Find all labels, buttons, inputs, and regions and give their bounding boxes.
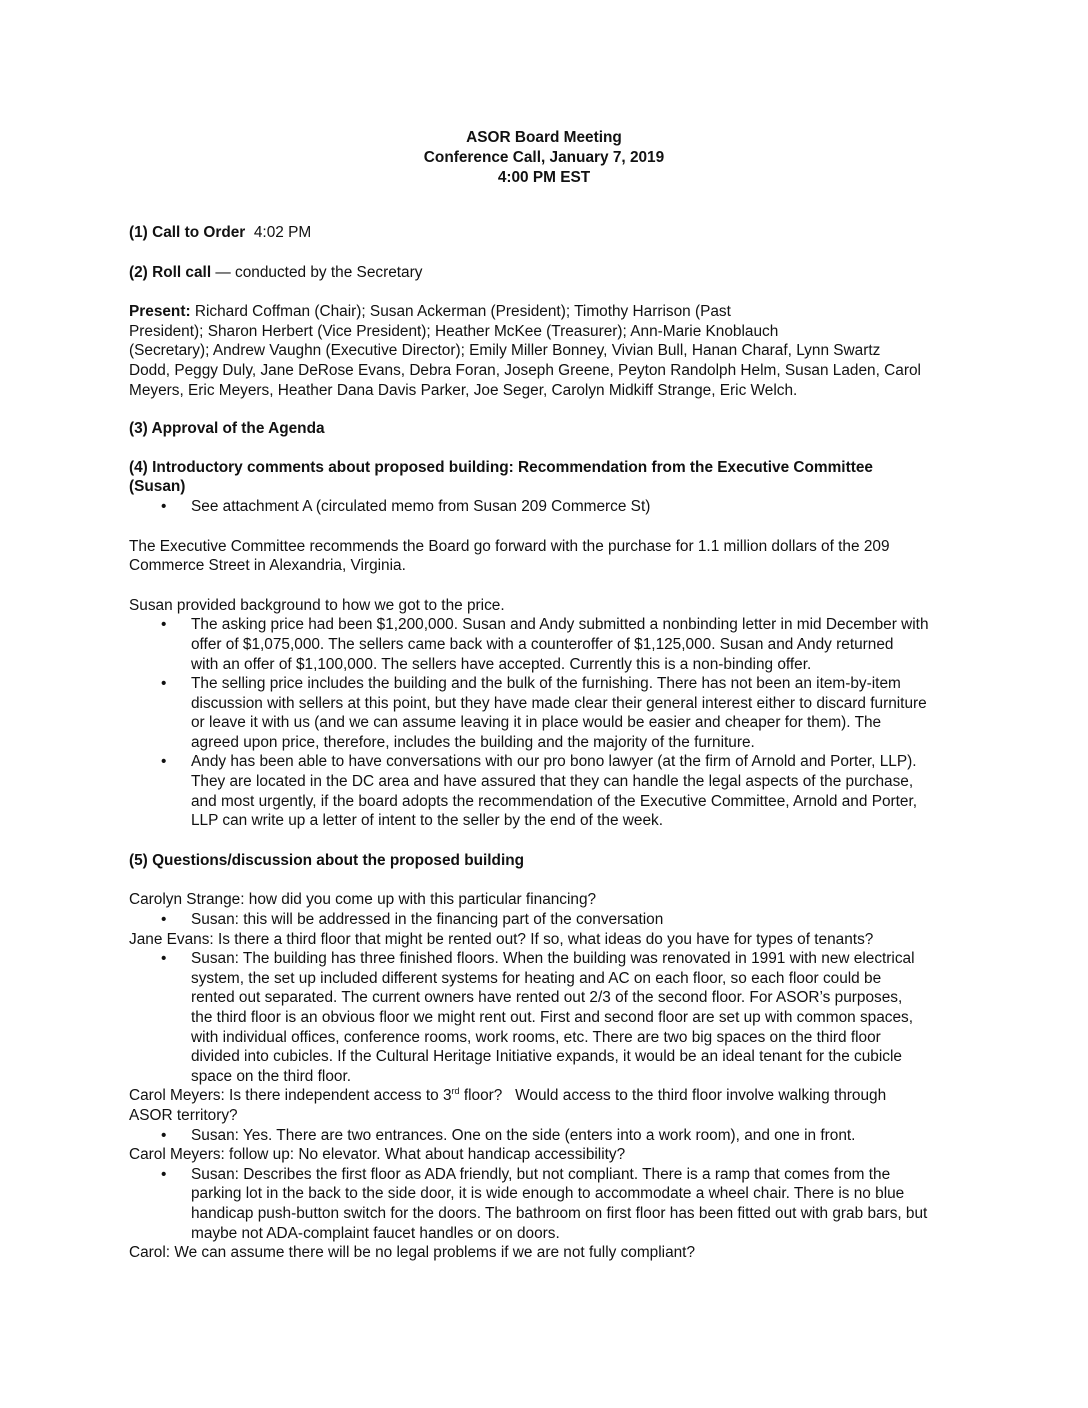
bullet-line: maybe not ADA-complaint faucet handles or on doors. xyxy=(191,1224,560,1242)
answer-item xyxy=(129,949,969,1086)
roll-call xyxy=(129,263,969,283)
question-evans: Jane Evans: Is there a third floor that might be rented out? If so, what ideas do you have for types of tenants? xyxy=(129,930,874,948)
answer-item xyxy=(129,1165,969,1243)
bullet-line: and most urgently, if the board adopts the recommendation of the Executive Committee, Arnold and Porter, xyxy=(191,792,918,810)
section4-heading-line: (Susan) xyxy=(129,478,186,496)
bullet-line: • Andy has been able to have conversations with our pro bono lawyer (at the firm of Arnold and Porter, LLP). xyxy=(191,753,917,771)
recommendation-line: The Executive Committee recommends the Board go forward with the purchase for 1.1 million dollars of the 209 xyxy=(129,537,890,555)
bullet-line: offer of $1,075,000. The sellers came back with a counteroffer of $1,125,000. Susan and Andy returned xyxy=(191,635,894,653)
bullet-line: discussion with sellers at this point, but they have made clear their general interest either to discard furniture xyxy=(191,694,927,712)
background-list xyxy=(129,615,969,831)
call-to-order-time: 4:02 PM xyxy=(245,224,312,241)
bullet-line: divided into cubicles. If the Cultural Heritage Initiative expands, it would be an ideal tenant for the cubicle xyxy=(191,1048,902,1066)
answer-list xyxy=(129,949,969,1086)
present-line: Dodd, Peggy Duly, Jane DeRose Evans, Debra Foran, Joseph Greene, Peyton Randolph Helm, Susan Laden, Carol xyxy=(129,361,921,379)
meeting-time: 4:00 PM EST xyxy=(497,169,591,186)
question-meyers-access xyxy=(129,1086,969,1125)
bullet-line: • The asking price had been $1,200,000. Susan and Andy submitted a nonbinding letter in mid December with xyxy=(191,616,929,634)
bullet-line: with an offer of $1,100,000. The sellers have accepted. Currently this is a non-binding offer. xyxy=(191,655,812,673)
bullet-line: or leave it with us (and we can assume leaving it in place would be easier and cheaper for them). The xyxy=(191,714,882,732)
answer-list xyxy=(129,910,969,930)
question-text: ASOR territory? xyxy=(129,1106,238,1124)
answer-item: • Susan: this will be addressed in the financing part of the conversation xyxy=(129,910,969,930)
answer-list xyxy=(129,1165,969,1243)
meeting-title-block xyxy=(0,128,1088,188)
bullet-line: handicap push-button switch for the doors. The bathroom on first floor has been fitted out with grab bars, but xyxy=(191,1204,928,1222)
section4-heading-line: (4) Introductory comments about proposed building: Recommendation from the Executive Committee xyxy=(129,458,873,476)
background-intro: Susan provided background to how we got to the price. xyxy=(129,596,505,614)
present-line: Richard Coffman (Chair); Susan Ackerman (President); Timothy Harrison (Past xyxy=(190,303,731,321)
bullet-line: rented out separated. The current owners have rented out 2/3 of the second floor. For ASOR’s purposes, xyxy=(191,989,903,1007)
present-label: Present: xyxy=(129,303,191,321)
meeting-subtitle: Conference Call, January 7, 2019 xyxy=(423,149,665,166)
background-item-price xyxy=(129,615,969,674)
bullet-line: • Susan: Describes the first floor as ADA friendly, but not compliant. There is a ramp that comes from the xyxy=(191,1165,891,1183)
answer-list xyxy=(129,1126,969,1146)
question-text: Carol Meyers: Is there independent access to 3 xyxy=(129,1087,452,1105)
bullet-line: • Susan: The building has three finished floors. When the building was renovated in 1991 with new electrical xyxy=(191,950,915,968)
bullet-line: They are located in the DC area and have assured that they can handle the legal aspects of the purchase, xyxy=(191,773,914,791)
bullet-line: parking lot in the back to the side door, it is wide enough to accommodate a wheel chair. There is no blue xyxy=(191,1185,905,1203)
roll-call-heading: (2) Roll call xyxy=(129,263,212,281)
recommendation-line: Commerce Street in Alexandria, Virginia. xyxy=(129,557,406,575)
answer-item: • Susan: Yes. There are two entrances. One on the side (enters into a work room), and one in front. xyxy=(129,1126,969,1146)
present-line: President); Sharon Herbert (Vice President); Heather McKee (Treasurer); Ann-Marie Knoblauch xyxy=(129,322,779,340)
section4-heading xyxy=(129,458,969,497)
question-meyers-accessibility: Carol Meyers: follow up: No elevator. What about handicap accessibility? xyxy=(129,1146,626,1164)
bullet-line: the third floor is an obvious floor we might rent out. First and second floor are set up with common spaces, xyxy=(191,1009,913,1026)
attachment-list xyxy=(129,497,969,517)
bullet-line: space on the third floor. xyxy=(191,1067,351,1085)
section5-heading: (5) Questions/discussion about the proposed building xyxy=(129,851,525,869)
question-strange: Carolyn Strange: how did you come up with this particular financing? xyxy=(129,891,597,909)
ordinal-suffix: rd xyxy=(451,1086,460,1097)
question-carol-legal: Carol: We can assume there will be no legal problems if we are not fully compliant? xyxy=(129,1244,696,1262)
bullet-line: with individual offices, conference rooms, work rooms, etc. There are two big spaces on the third floor xyxy=(191,1028,881,1046)
bullet-line: LLP can write up a letter of intent to the seller by the end of the week. xyxy=(191,812,663,830)
bullet-line: system, the set up included different systems for heating and AC on each floor, so each floor could be xyxy=(191,969,882,987)
recommendation-paragraph xyxy=(129,537,969,576)
roll-call-text: — conducted by the Secretary xyxy=(211,263,423,281)
present-line: (Secretary); Andrew Vaughn (Executive Director); Emily Miller Bonney, Vivian Bull, Hanan Charaf, Lynn Swartz xyxy=(129,342,881,360)
minutes-body xyxy=(129,223,969,1263)
bullet-line: • The selling price includes the building and the bulk of the furnishing. There has not been an item-by-item xyxy=(191,675,901,693)
question-text: floor? Would access to the third floor involve walking through xyxy=(459,1087,887,1105)
present-line: Meyers, Eric Meyers, Heather Dana Davis Parker, Joe Seger, Carolyn Midkiff Strange, Eric Welch. xyxy=(129,381,798,399)
meeting-title: ASOR Board Meeting xyxy=(466,129,622,146)
agenda-approval-heading: (3) Approval of the Agenda xyxy=(129,420,325,438)
bullet-line: agreed upon price, therefore, includes the building and the majority of the furniture. xyxy=(191,733,755,751)
call-to-order-heading: (1) Call to Order xyxy=(129,224,246,241)
call-to-order xyxy=(129,223,969,243)
present-list xyxy=(129,302,969,400)
background-item-furnishing xyxy=(129,674,969,752)
attachment-item: • See attachment A (circulated memo from Susan 209 Commerce St) xyxy=(129,497,969,517)
background-item-lawyer xyxy=(129,752,969,830)
